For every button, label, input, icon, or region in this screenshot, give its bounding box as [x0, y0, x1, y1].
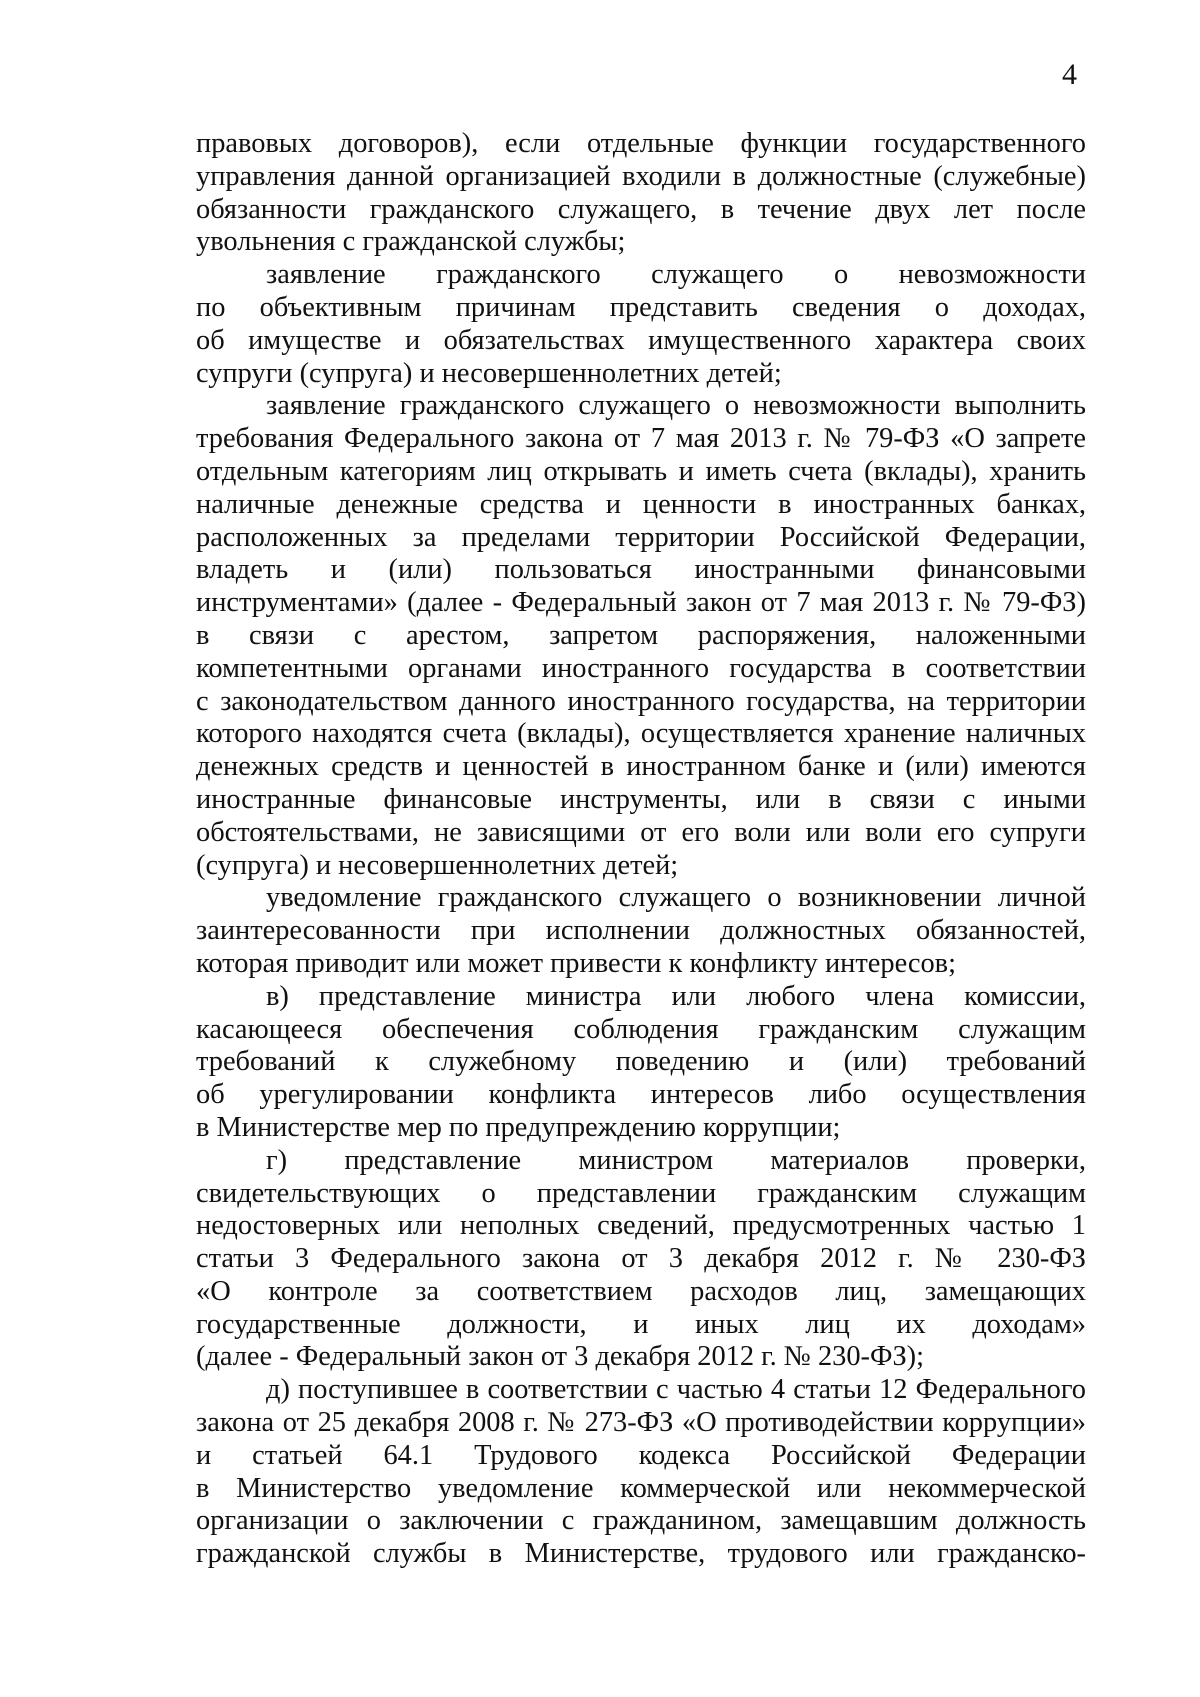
text-line: (далее - Федеральный закон от 3 декабря 2012 г. № 230-ФЗ); [196, 1341, 925, 1373]
text-line: д) поступившее в соответствии с частью 4 статьи 12 Федерального [266, 1374, 1086, 1406]
text-line: об урегулировании конфликта интересов либо осуществления [196, 1079, 1086, 1111]
text-line: касающееся обеспечения соблюдения гражданским служащим [196, 1013, 1086, 1045]
text-line: по объективным причинам представить сведения о доходах, [196, 291, 1086, 323]
text-line: отдельным категориям лиц открывать и иметь счета (вклады), хранить [196, 455, 1086, 487]
text-line: денежных средств и ценностей в иностранном банке и (или) имеются [196, 751, 1086, 783]
text-line: иностранные финансовые инструменты, или в связи с иными [196, 783, 1086, 815]
text-line: об имуществе и обязательствах имущественного характера своих [196, 324, 1086, 356]
text-line: организации о заключении с гражданином, замещавшим должность [196, 1505, 1086, 1537]
paragraph [196, 882, 1086, 980]
paragraph [196, 128, 1086, 259]
text-line: в Министерстве мер по предупреждению коррупции; [196, 1111, 841, 1143]
text-line: требования Федерального закона от 7 мая 2013 г. № 79-ФЗ «О запрете [196, 423, 1086, 455]
text-line: компетентными органами иностранного государства в соответствии [196, 652, 1086, 684]
text-line: наличные денежные средства и ценности в иностранных банках, [196, 488, 1086, 520]
text-line: «О контроле за соответствием расходов лиц, замещающих [196, 1275, 1086, 1307]
text-line: увольнения с гражданской службы; [196, 226, 626, 258]
text-line: свидетельствующих о представлении гражданским служащим [196, 1177, 1086, 1209]
text-line: инструментами» (далее - Федеральный закон от 7 мая 2013 г. № 79-ФЗ) [196, 587, 1086, 619]
text-line: управления данной организацией входили в должностные (служебные) [196, 160, 1086, 192]
paragraph [196, 1374, 1086, 1571]
text-line: заинтересованности при исполнении должностных обязанностей, [196, 915, 1086, 947]
text-line: заявление гражданского служащего о невозможности [266, 259, 1086, 291]
paragraph [196, 390, 1086, 882]
text-line: недостоверных или неполных сведений, предусмотренных частью 1 [196, 1210, 1086, 1242]
text-line: владеть и (или) пользоваться иностранными финансовыми [196, 554, 1086, 586]
text-line: закона от 25 декабря 2008 г. № 273-ФЗ «О противодействии коррупции» [196, 1407, 1086, 1439]
text-line: обстоятельствами, не зависящими от его воли или воли его супруги [196, 816, 1086, 848]
text-line: в Министерство уведомление коммерческой или некоммерческой [196, 1472, 1086, 1504]
text-line: гражданской службы в Министерстве, трудового или гражданско- [196, 1538, 1086, 1570]
document-body [196, 128, 1086, 1571]
text-line: супруги (супруга) и несовершеннолетних детей; [196, 357, 782, 389]
text-line: г) представление министром материалов проверки, [266, 1144, 1086, 1176]
text-line: расположенных за пределами территории Российской Федерации, [196, 521, 1086, 553]
text-line: требований к служебному поведению и (или) требований [196, 1046, 1086, 1078]
paragraph [196, 981, 1086, 1145]
text-line: которая приводит или может привести к конфликту интересов; [196, 947, 956, 979]
text-line: и статьей 64.1 Трудового кодекса Российской Федерации [196, 1439, 1086, 1471]
page-number: 4 [1062, 58, 1077, 91]
paragraph [196, 259, 1086, 390]
text-line: статьи 3 Федерального закона от 3 декабря 2012 г. № 230-ФЗ [196, 1243, 1086, 1275]
text-line: (супруга) и несовершеннолетних детей; [196, 849, 679, 881]
text-line: в связи с арестом, запретом распоряжения, наложенными [196, 619, 1086, 651]
text-line: правовых договоров), если отдельные функции государственного [196, 128, 1086, 159]
paragraph [196, 1145, 1086, 1375]
text-line: государственные должности, и иных лиц их доходам» [196, 1308, 1086, 1340]
text-line: заявление гражданского служащего о невозможности выполнить [266, 390, 1086, 422]
text-line: уведомление гражданского служащего о возникновении личной [266, 882, 1086, 914]
text-line: в) представление министра или любого члена комиссии, [266, 980, 1086, 1012]
text-line: которого находятся счета (вклады), осуществляется хранение наличных [196, 718, 1086, 750]
text-line: обязанности гражданского служащего, в течение двух лет после [196, 193, 1086, 225]
text-line: с законодательством данного иностранного государства, на территории [196, 685, 1086, 717]
